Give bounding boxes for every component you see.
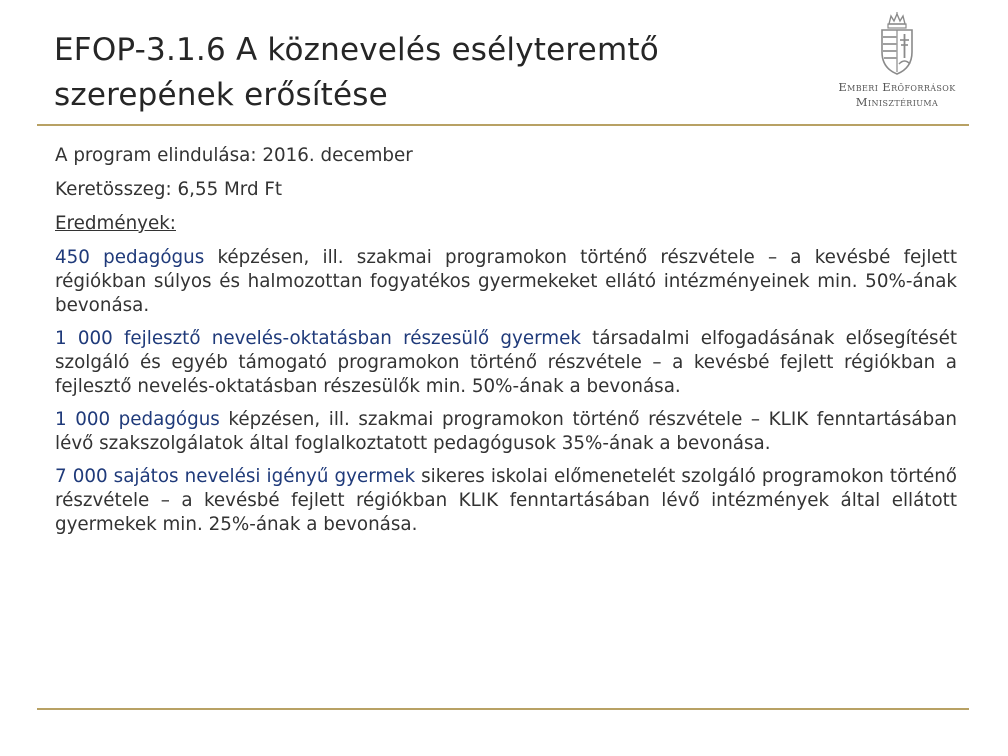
header-divider [37,124,969,126]
result-item [55,246,957,318]
ministry-name-line-1: Emberi Erőforrások [838,80,956,94]
results-heading [55,212,957,236]
result-text: sikeres iskolai előmenetelét szolgáló programokon történő részvétele – a kevésbé fejlett régiókban KLIK fenntartásában lévő intézmények által ellátott gyermekek min. 25%-ának a bevonása. [55,466,957,535]
page-title-line-1: EFOP-3.1.6 A köznevelés esélyteremtő [54,32,659,68]
result-item [55,465,957,537]
result-highlight: 1 000 pedagógus [55,409,220,430]
program-budget: Keretösszeg: 6,55 Mrd Ft [55,179,283,200]
footer-divider [37,708,969,710]
page-title-line-2: szerepének erősítése [54,77,388,113]
result-item [55,408,957,456]
hungarian-coat-of-arms-icon [874,12,920,76]
slide-body [55,144,957,546]
ministry-logo [822,12,972,116]
ministry-name [822,80,972,110]
result-text: társadalmi elfogadásának elősegítését szolgáló és egyéb támogató programokon történő részvétele – a kevésbé fejlett régiókban a fejlesztő nevelés-oktatásban részesülők min. 50%-ának a bevonása. [55,328,958,397]
results-heading-label: Eredmények: [55,213,176,234]
ministry-name-line-2: Minisztériuma [855,95,939,109]
result-item [55,327,957,399]
program-start: A program elindulása: 2016. december [55,145,413,166]
result-highlight: 1 000 fejlesztő nevelés-oktatásban részesülő gyermek [55,328,581,349]
result-text: képzésen, ill. szakmai programokon történő részvétele – a kevésbé fejlett régiókban súlyos és halmozottan fogyatékos gyermekeket ellátó intézményeinek min. 50%-ának bevonása. [55,247,957,316]
page-title [54,28,754,118]
result-highlight: 7 000 sajátos nevelési igényű gyermek [55,466,416,487]
result-highlight: 450 pedagógus [55,247,205,268]
result-text: képzésen, ill. szakmai programokon történő részvétele – KLIK fenntartásában lévő szakszolgálatok által foglalkoztatott pedagógusok 35%-ának a bevonása. [55,409,957,454]
